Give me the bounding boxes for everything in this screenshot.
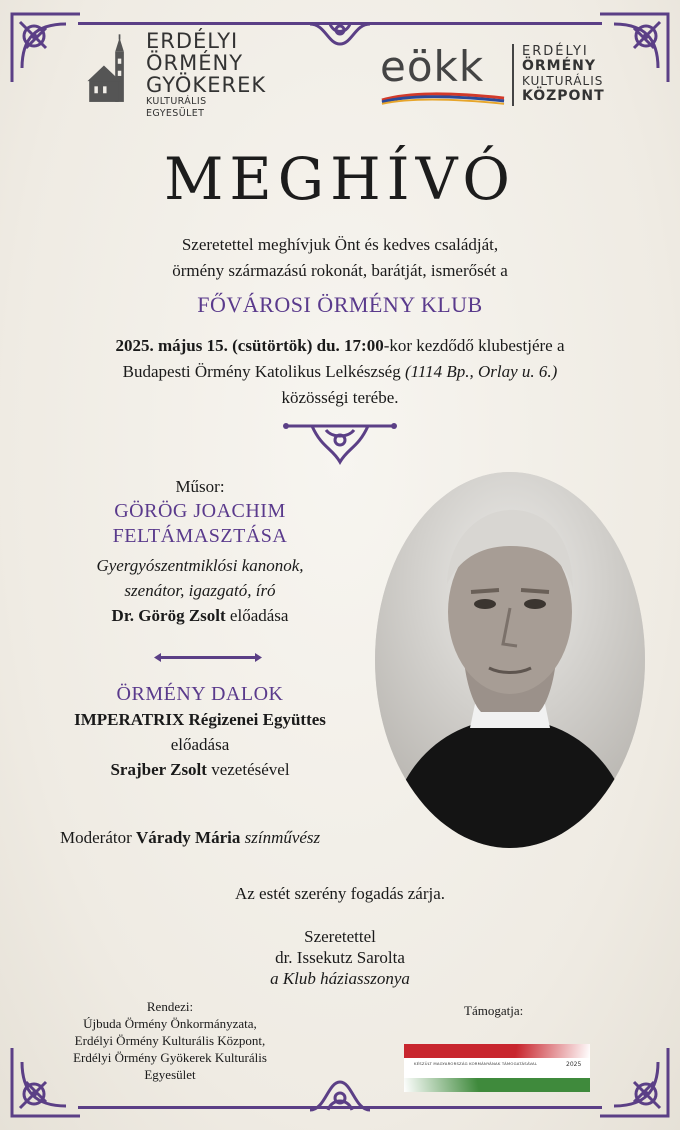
moderator-prefix: Moderátor — [60, 828, 137, 847]
divider-ornament — [282, 418, 398, 468]
talk-desc-line2: szenátor, igazgató, író — [124, 581, 276, 600]
organizers-line3: Erdélyi Örmény Gyökerek Kulturális — [73, 1050, 267, 1065]
moderator-role: színművész — [240, 828, 321, 847]
event-date-rest: -kor kezdődő klubestjére a — [383, 336, 565, 355]
event-venue: Budapesti Örmény Katolikus Lelkészség — [122, 362, 401, 381]
club-name: FŐVÁROSI ÖRMÉNY KLUB — [197, 292, 483, 317]
organizers-line4: Egyesület — [144, 1067, 196, 1082]
banner-year: 2025 — [566, 1061, 582, 1068]
corner-ornament-top-left — [6, 8, 86, 88]
speaker-name: Dr. Görög Zsolt — [111, 606, 226, 625]
closing-text: Az estét szerény fogadás zárja. — [234, 884, 446, 903]
organizers-label: Rendezi: — [146, 999, 194, 1014]
organizers-line1: Újbuda Örmény Önkormányzata, — [83, 1016, 257, 1031]
top-center-ornament — [300, 10, 380, 50]
eogy-logo — [84, 29, 267, 119]
logo-left-line3: GYÖKEREK — [146, 73, 267, 97]
banner-text: KÉSZÜLT MAGYARORSZÁG KORMÁNYÁNAK TÁMOGATÁSÁVAL — [414, 1061, 538, 1066]
signature-line3: a Klub háziasszonya — [270, 969, 410, 988]
intro-line2: örmény származású rokonát, barátját, ismerősét a — [172, 261, 508, 280]
signature-line1: Szeretettel — [304, 927, 376, 946]
event-details — [0, 333, 680, 411]
government-support-banner — [404, 1044, 590, 1092]
signature — [0, 926, 680, 989]
eokk-logo — [378, 44, 618, 114]
moderator-name: Várady Mária — [136, 828, 241, 847]
music-title: ÖRMÉNY DALOK — [116, 683, 284, 705]
intro-text — [0, 232, 680, 284]
leader-name: Srajber Zsolt — [110, 760, 207, 779]
logo-right-line2: ÖRMÉNY — [522, 58, 597, 74]
logo-right-line3: KULTURÁLIS — [522, 74, 604, 88]
corner-ornament-bottom-right — [594, 1042, 674, 1122]
music-section — [40, 682, 360, 782]
bottom-center-ornament — [300, 1070, 380, 1120]
program-label: Műsor: — [175, 477, 225, 496]
banner-green-stripe — [404, 1078, 590, 1092]
banner-red-stripe — [404, 1044, 590, 1058]
logo-divider — [512, 44, 514, 106]
speaker-rest: előadása — [225, 606, 289, 625]
small-divider — [154, 650, 262, 666]
logo-left-line4: KULTURÁLIS EGYESÜLET — [146, 96, 207, 119]
organizers-line2: Erdélyi Örmény Kulturális Központ, — [74, 1033, 266, 1048]
church-icon — [84, 30, 136, 108]
logo-right-line4: KÖZPONT — [522, 88, 605, 104]
event-details-line3: közösségi terébe. — [281, 388, 399, 407]
organizers — [60, 998, 280, 1083]
talk-title-line2: FELTÁMASZTÁSA — [112, 525, 288, 547]
ensemble-rest: előadása — [170, 735, 230, 754]
talk-desc-line1: Gyergyószentmiklósi kanonok, — [96, 556, 304, 575]
program-section — [40, 474, 360, 628]
page-title: MEGHÍVÓ — [164, 145, 516, 213]
portrait-photo — [375, 472, 645, 848]
logo-left-line2: ÖRMÉNY — [146, 51, 244, 75]
moderator-line — [60, 828, 320, 848]
event-date: 2025. május 15. (csütörtök) du. 17:00 — [115, 336, 384, 355]
event-address: (1114 Bp., Orlay u. 6.) — [404, 362, 558, 381]
talk-title-line1: GÖRÖG JOACHIM — [114, 500, 286, 522]
ensemble-name: IMPERATRIX Régizenei Együttes — [74, 710, 326, 729]
leader-rest: vezetésével — [206, 760, 290, 779]
flag-swoosh-icon — [380, 92, 506, 106]
supporter-label: Támogatja: — [464, 1003, 524, 1018]
logo-left-line1: ERDÉLYI — [146, 29, 239, 53]
signature-line2: dr. Issekutz Sarolta — [275, 948, 405, 967]
intro-line1: Szeretettel meghívjuk Önt és kedves családját, — [181, 235, 499, 254]
logo-right-brand: eökk — [380, 42, 485, 91]
logo-right-line1: ERDÉLYI — [522, 44, 589, 59]
